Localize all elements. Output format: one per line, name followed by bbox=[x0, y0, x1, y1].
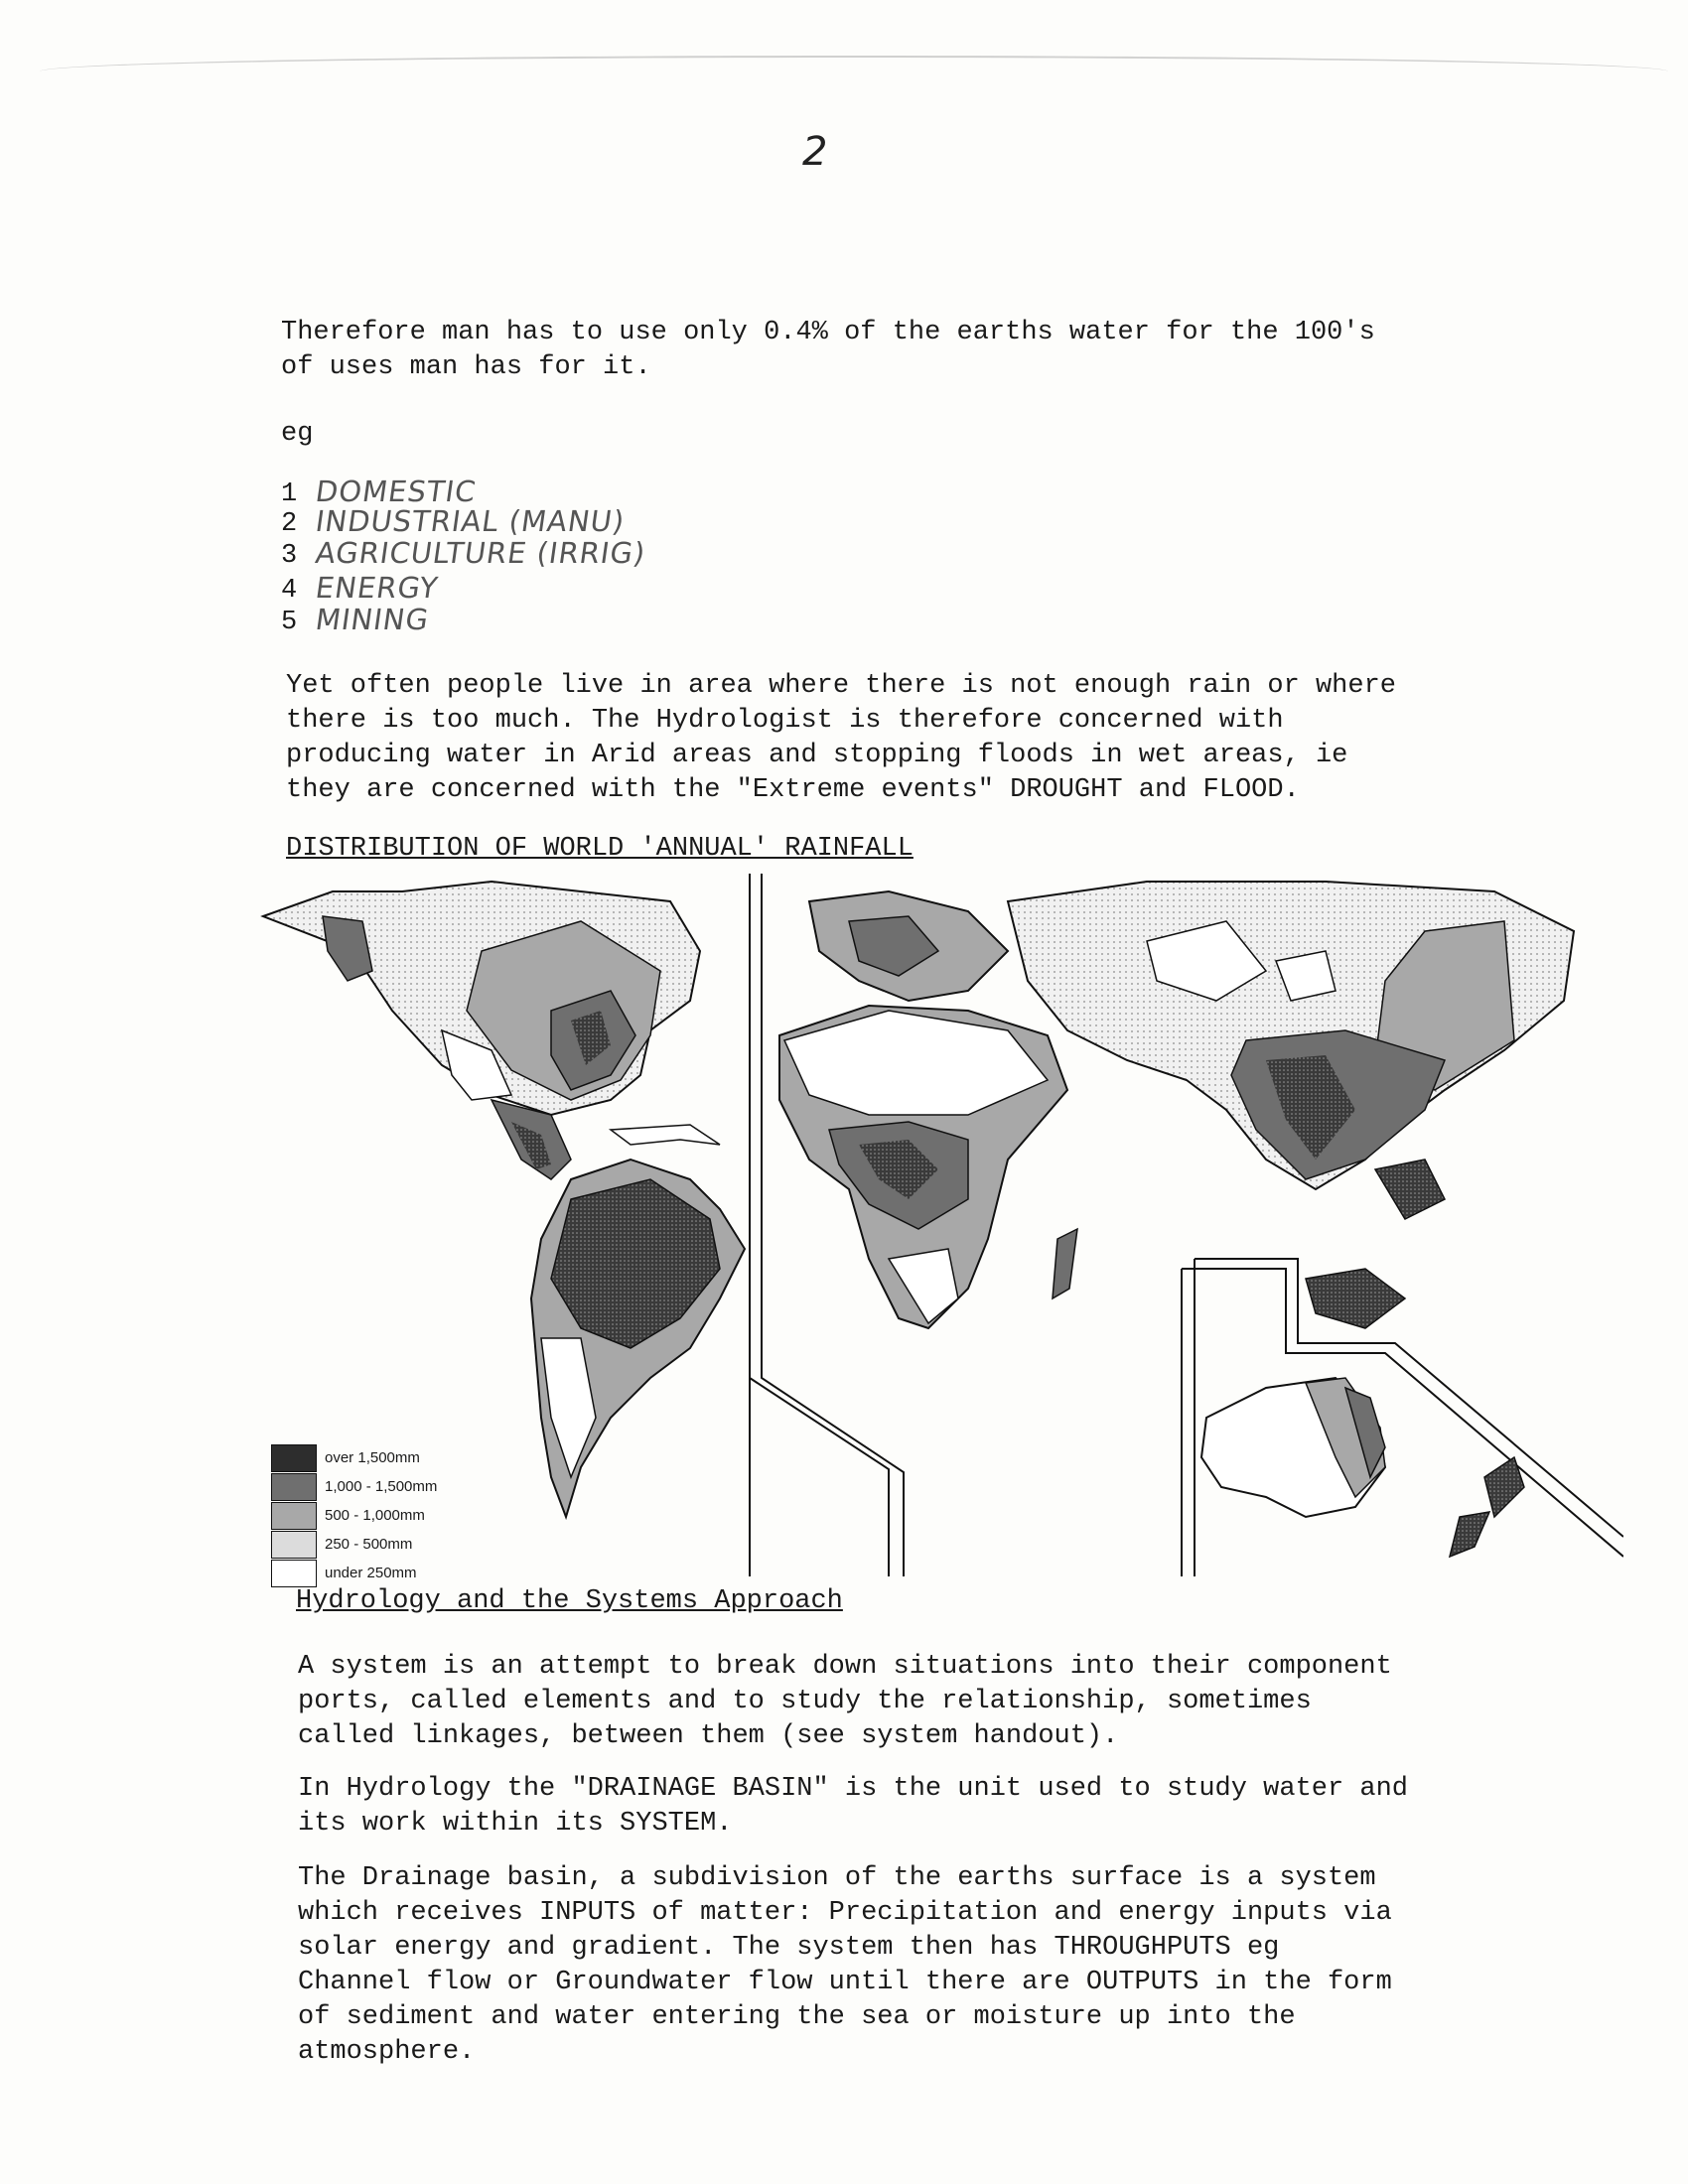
world-rainfall-map bbox=[253, 862, 1623, 1586]
systems-paragraph-3: The Drainage basin, a subdivision of the earths surface is a system which receives INPUTS of matter: Precipitation and energy inputs via solar energy and gradient. The system then has THROUGHPUTS eg Channel flow or Groundwater flow until there are OUTPUTS in the form of sediment and water entering the sea or moisture up into the atmosphere. bbox=[298, 1863, 1392, 2067]
intro-paragraph: Therefore man has to use only 0.4% of the earths water for the 100's of uses man has for it. bbox=[281, 318, 1375, 382]
extremes-paragraph: Yet often people live in area where there is not enough rain or where there is too much. The Hydrologist is therefore concerned with producing water in Arid areas and stopping floods in wet areas, ie they are concerned with the "Extreme events" DROUGHT and FLOOD. bbox=[286, 671, 1396, 805]
legend-label: 250 - 500mm bbox=[325, 1536, 413, 1553]
list-item-number: 5 bbox=[281, 608, 298, 637]
list-item-handwritten: INDUSTRIAL (MANU) bbox=[313, 504, 628, 538]
list-item-handwritten: ENERGY bbox=[313, 571, 441, 605]
map-title: DISTRIBUTION OF WORLD 'ANNUAL' RAINFALL bbox=[286, 834, 914, 864]
legend-label: 500 - 1,000mm bbox=[325, 1507, 425, 1524]
eg-label: eg bbox=[281, 419, 314, 449]
south-america bbox=[531, 1160, 745, 1517]
legend-label: under 250mm bbox=[325, 1565, 417, 1581]
list-item-number: 4 bbox=[281, 576, 298, 606]
page-number: 2 bbox=[802, 129, 828, 175]
list-item-number: 3 bbox=[281, 541, 298, 571]
list-item-handwritten: DOMESTIC bbox=[313, 475, 479, 508]
list-item-handwritten: MINING bbox=[313, 603, 432, 636]
scan-edge bbox=[40, 56, 1668, 71]
legend-item bbox=[271, 1443, 437, 1472]
legend-item bbox=[271, 1559, 437, 1587]
legend-item bbox=[271, 1472, 437, 1501]
systems-paragraph-2: In Hydrology the "DRAINAGE BASIN" is the unit used to study water and its work within its SYSTEM. bbox=[298, 1774, 1408, 1839]
list-item-number: 2 bbox=[281, 509, 298, 539]
systems-paragraph-1: A system is an attempt to break down situations into their component ports, called elements and to study the relationship, sometimes called linkages, between them (see system handout). bbox=[298, 1652, 1392, 1751]
rainfall-legend bbox=[271, 1443, 437, 1587]
legend-swatch bbox=[271, 1531, 317, 1559]
legend-swatch bbox=[271, 1444, 317, 1472]
list-item-handwritten: AGRICULTURE (IRRIG) bbox=[313, 536, 648, 570]
legend-item bbox=[271, 1530, 437, 1559]
north-america bbox=[263, 882, 720, 1179]
asia bbox=[1008, 882, 1574, 1219]
legend-swatch bbox=[271, 1473, 317, 1501]
legend-label: 1,000 - 1,500mm bbox=[325, 1478, 438, 1495]
legend-item bbox=[271, 1501, 437, 1530]
legend-swatch bbox=[271, 1502, 317, 1530]
list-item-number: 1 bbox=[281, 479, 298, 509]
systems-heading: Hydrology and the Systems Approach bbox=[296, 1586, 843, 1616]
legend-swatch bbox=[271, 1560, 317, 1587]
legend-label: over 1,500mm bbox=[325, 1449, 420, 1466]
